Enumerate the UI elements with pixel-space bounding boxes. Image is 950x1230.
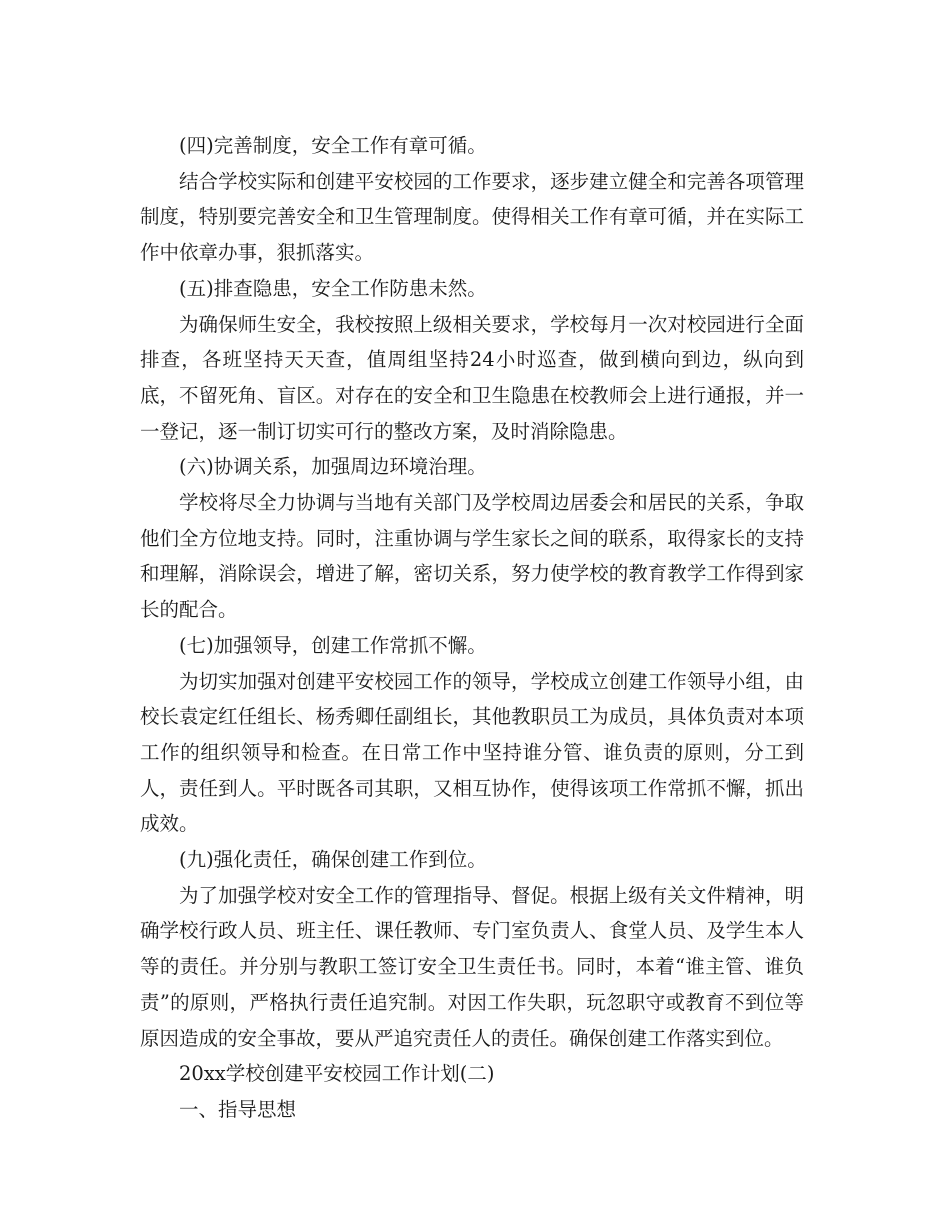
section-heading-6: (六)协调关系，加强周边环境治理。 xyxy=(179,455,487,479)
body-paragraph: 学校将尽全力协调与当地有关部门及学校周边居委会和居民的关系，争取他们全方位地支持。同时，注重协调与学生家长之间的联系，取得家长的支持和理解，消除误会，增进了解，密切关系，努力使学校的教育教学工作得到家长的配合。 xyxy=(140,491,804,622)
body-paragraph: 结合学校实际和创建平安校园的工作要求，逐步建立健全和完善各项管理制度，特别要完善安全和卫生管理制度。使得相关工作有章可循，并在实际工作中依章办事，狠抓落实。 xyxy=(140,169,804,265)
section-heading-7: (七)加强领导，创建工作常抓不懈。 xyxy=(179,633,487,657)
body-paragraph: 为了加强学校对安全工作的管理指导、督促。根据上级有关文件精神，明确学校行政人员、班主任、课任教师、专门室负责人、食堂人员、及学生本人等的责任。并分别与教职工签订安全卫生责任书。同时，本着“谁主管、谁负责”的原则，严格执行责任追究制。对因工作失职，玩忽职守或教育不到位等原因造成的安全事故，要从严追究责任人的责任。确保创建工作落实到位。 xyxy=(140,883,804,1050)
guiding-ideology-heading: 一、指导思想 xyxy=(179,1097,297,1121)
body-paragraph: 为切实加强对创建平安校园工作的领导，学校成立创建工作领导小组，由校长袁定红任组长、杨秀卿任副组长，其他教职员工为成员，具体负责对本项工作的组织领导和检查。在日常工作中坚持谁分管、谁负责的原则，分工到人，责任到人。平时既各司其职，又相互协作，使得该项工作常抓不懈，抓出成效。 xyxy=(140,669,804,836)
section-heading-4: (四)完善制度，安全工作有章可循。 xyxy=(179,134,487,157)
body-paragraph: 为确保师生安全，我校按照上级相关要求，学校每月一次对校园进行全面排查，各班坚持天天查，值周组坚持24小时巡查，做到横向到边，纵向到底，不留死角、盲区。对存在的安全和卫生隐患在校教师会上进行通报，并一一登记，逐一制订切实可行的整改方案，及时消除隐患。 xyxy=(140,312,804,443)
plan-title: 20xx学校创建平安校园工作计划(二) xyxy=(179,1062,495,1086)
section-heading-5: (五)排查隐患，安全工作防患未然。 xyxy=(179,276,487,300)
document-body xyxy=(140,128,804,1128)
section-heading-9: (九)强化责任，确保创建工作到位。 xyxy=(179,848,487,872)
